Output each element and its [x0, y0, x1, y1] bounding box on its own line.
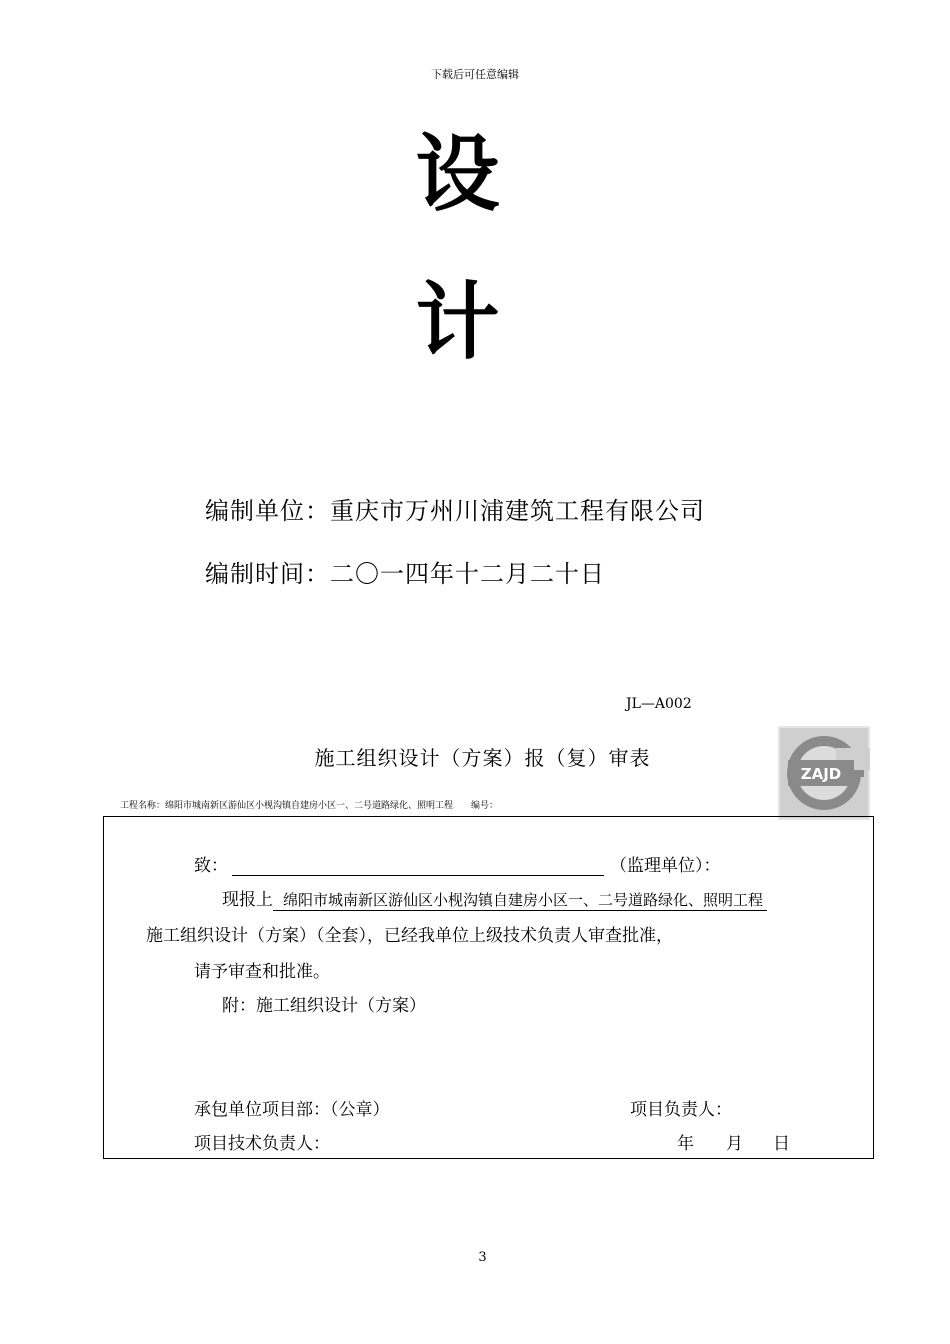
header-note: 下载后可任意编辑	[431, 68, 519, 81]
form-title: 施工组织设计（方案）报（复）审表	[314, 746, 651, 770]
attachment-line: 附：施工组织设计（方案）	[222, 996, 426, 1016]
project-name-underlined: 绵阳市城南新区游仙区小枧沟镇自建房小区一、二号道路绿化、照明工程	[273, 891, 767, 911]
cover-title-char-2: 计	[415, 272, 500, 371]
compiler-line: 编制单位：重庆市万州川浦建筑工程有限公司	[205, 497, 705, 525]
date-line: 编制时间：二〇一四年十二月二十日	[205, 560, 605, 588]
date-day: 日	[773, 1134, 790, 1154]
contractor-dept: 承包单位项目部：（公章）	[194, 1100, 390, 1120]
to-label: 致：	[194, 856, 228, 876]
tech-leader: 项目技术负责人：	[194, 1134, 330, 1154]
supervisor-blank	[232, 857, 604, 876]
logo-text: ZAJD	[800, 765, 842, 783]
project-name-line: 工程名称：绵阳市城南新区游仙区小枧沟镇自建房小区一、二号道路绿化、照明工程 编号：	[120, 801, 499, 811]
body-line: 施工组织设计（方案）（全套），已经我单位上级技术负责人审查批准，	[146, 926, 673, 946]
report-row	[222, 885, 767, 910]
page-number: 3	[478, 1250, 487, 1265]
project-leader: 项目负责人：	[630, 1100, 732, 1120]
report-prefix: 现报上	[222, 890, 273, 910]
to-row	[194, 851, 721, 876]
form-code: JL—A002	[626, 696, 692, 712]
to-suffix: （监理单位）：	[610, 856, 721, 876]
form-box	[103, 816, 874, 1159]
date-year: 年	[677, 1134, 694, 1154]
date-month: 月	[726, 1134, 743, 1154]
cover-title-char-1: 设	[415, 124, 500, 223]
zajd-logo-stamp	[778, 726, 870, 820]
request-line: 请予审查和批准。	[194, 962, 330, 982]
